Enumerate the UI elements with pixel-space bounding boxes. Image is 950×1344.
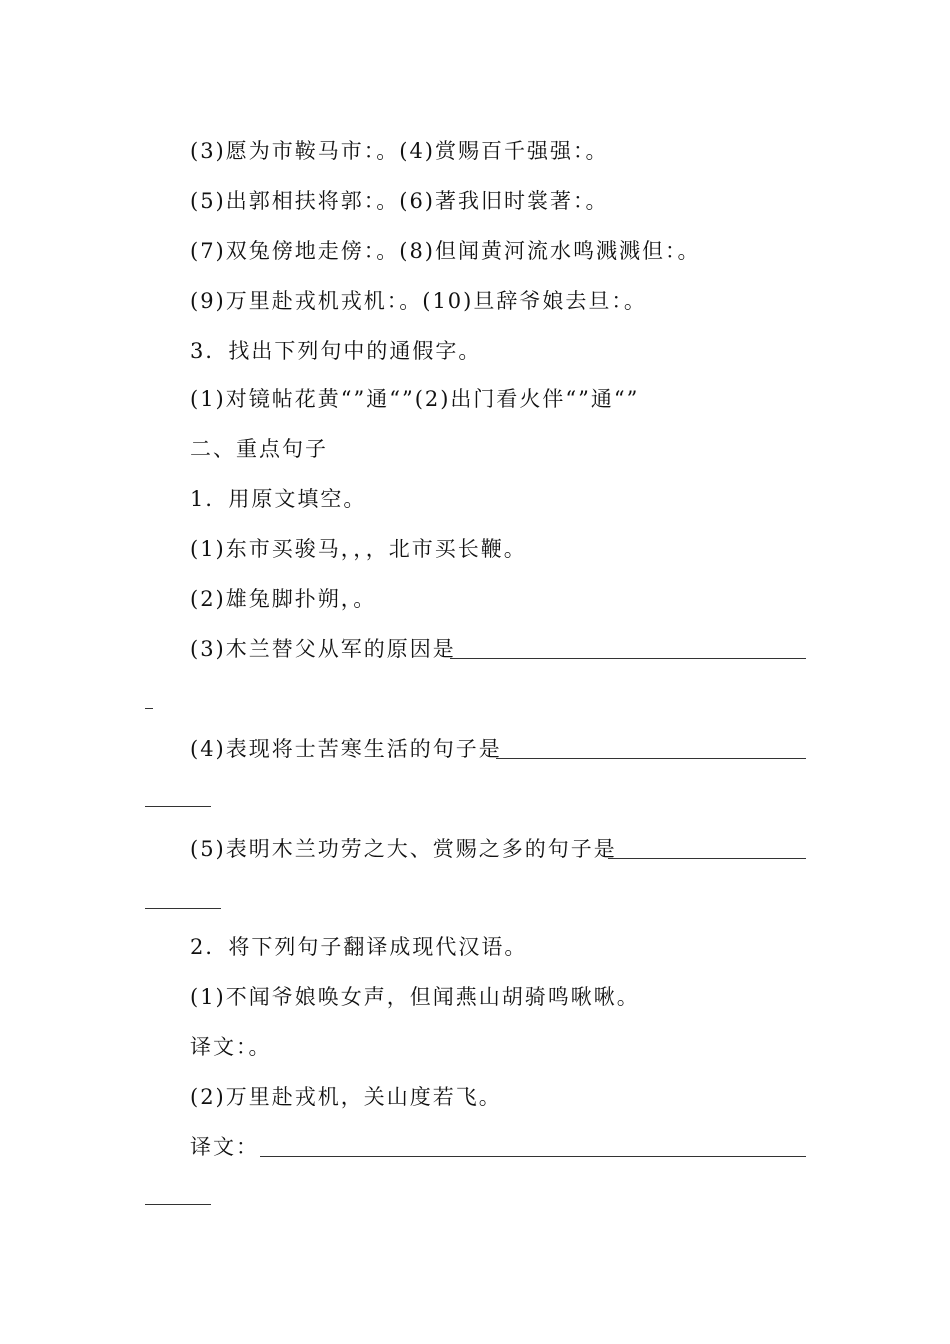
vocab-line-9-10: (9)万里赴戎机戎机：。(10)旦辞爷娘去旦：。: [190, 289, 647, 313]
answer-blank-line: [608, 858, 806, 859]
question-2-heading: 2．将下列句子翻译成现代汉语。: [190, 935, 528, 959]
section-heading-key-sentences: 二、重点句子: [190, 437, 328, 461]
question-1-heading: 1．用原文填空。: [190, 487, 367, 511]
answer-blank-line-continued: [145, 708, 153, 709]
translation-label-2: 译文：: [190, 1135, 259, 1159]
fill-item-1: (1)东市买骏马，，，北市买长鞭。: [190, 537, 527, 561]
answer-blank-line-continued: [145, 806, 211, 807]
fill-item-4: (4)表现将士苦寒生活的句子是: [190, 737, 502, 761]
translate-item-1: (1)不闻爷娘唤女声，但闻燕山胡骑鸣啾啾。: [190, 985, 640, 1009]
translation-label-1: 译文：。: [190, 1035, 272, 1059]
answer-blank-line: [496, 758, 806, 759]
tongjia-line: (1)对镜帖花黄“”通“”(2)出门看火伴“”通“”: [190, 387, 640, 411]
answer-blank-line-continued: [145, 1204, 211, 1205]
fill-item-5: (5)表明木兰功劳之大、赏赐之多的句子是: [190, 837, 617, 861]
answer-blank-line: [450, 658, 806, 659]
vocab-line-7-8: (7)双兔傍地走傍：。(8)但闻黄河流水鸣溅溅但：。: [190, 239, 701, 263]
translate-item-2: (2)万里赴戎机，关山度若飞。: [190, 1085, 502, 1109]
fill-item-3: (3)木兰替父从军的原因是: [190, 637, 456, 661]
vocab-line-5-6: (5)出郭相扶将郭：。(6)著我旧时裳著：。: [190, 189, 609, 213]
vocab-line-3-4: (3)愿为市鞍马市：。(4)赏赐百千强强：。: [190, 139, 609, 163]
answer-blank-line: [260, 1156, 806, 1157]
answer-blank-line-continued: [145, 908, 221, 909]
question-3-heading: 3．找出下列句中的通假字。: [190, 339, 482, 363]
fill-item-2: (2)雄兔脚扑朔，。: [190, 587, 377, 611]
